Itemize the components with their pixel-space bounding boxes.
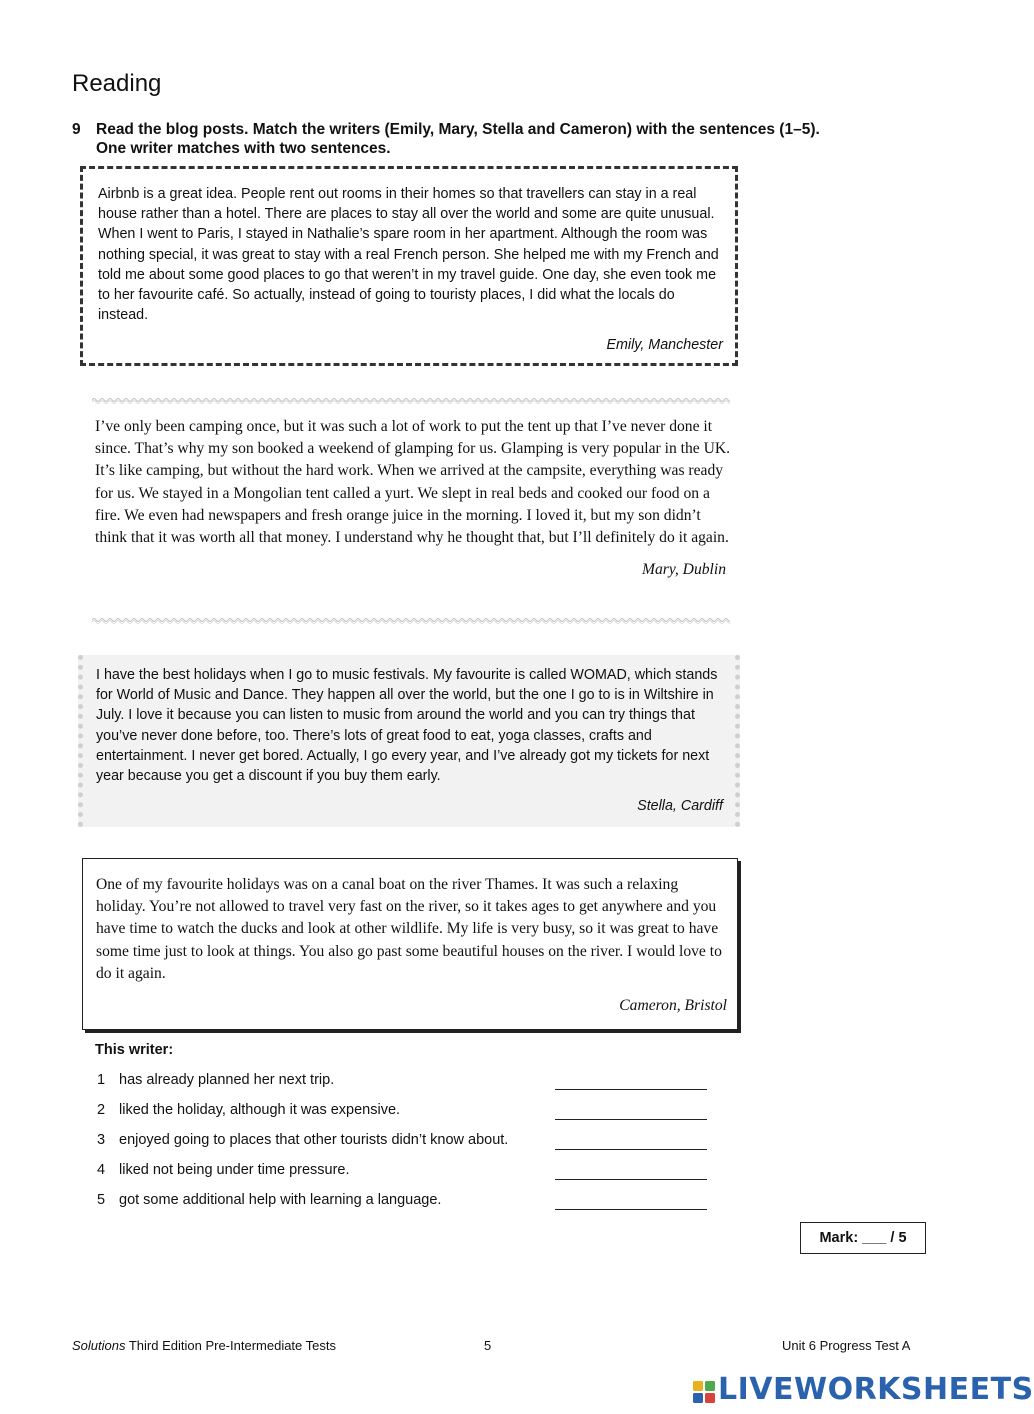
- post-signature: Emily, Manchester: [606, 337, 723, 354]
- answer-line[interactable]: [555, 1089, 707, 1090]
- task-instruction: [72, 120, 902, 158]
- question-text: enjoyed going to places that other tourists didn’t know about.: [119, 1132, 509, 1148]
- blog-post-mary: [95, 416, 735, 581]
- footer-book-title: [72, 1338, 336, 1353]
- footer-book-italic: Solutions: [72, 1338, 126, 1353]
- answer-line[interactable]: [555, 1119, 707, 1120]
- question-text: has already planned her next trip.: [119, 1072, 335, 1088]
- question-row: [95, 1192, 715, 1214]
- question-row: [95, 1162, 715, 1184]
- post-text: I have the best holidays when I go to music festivals. My favourite is called WOMAD, which stands for World of Music and Dance. They happen all over the world, but the one I go to is in Wiltshire in July. I love it because you can listen to music from around the world and you can try things that you’ve never done before, too. There’s lots of great food to eat, yoga classes, crafts and entertainment. I never get bored. Actually, I go every year, and I’ve already got my tickets for next year because you get a discount if you buy them early.: [96, 667, 718, 785]
- post-text: I’ve only been camping once, but it was such a lot of work to put the tent up that I’ve never done it since. That’s why my son booked a weekend of glamping for us. Glamping is very popular in the UK. It’s like camping, but without the hard work. When we arrived at the campsite, everything was ready for us. We stayed in a Mongolian tent called a yurt. We slept in real beds and cooked our food on a fire. We even had newspapers and fresh orange juice in the morning. I loved it, but my son didn’t think that it was worth all that money. I understand why he thought that, but I’ll definitely do it again.: [95, 418, 731, 547]
- this-writer-label: This writer:: [95, 1042, 174, 1058]
- footer-unit: Unit 6 Progress Test A: [782, 1338, 911, 1353]
- question-number: 1: [97, 1072, 106, 1088]
- question-number: 2: [97, 1102, 106, 1118]
- question-number: 5: [97, 1192, 106, 1208]
- mark-box: Mark: ___ / 5: [800, 1222, 926, 1254]
- wavy-divider: [92, 616, 730, 624]
- blog-post-cameron: [82, 858, 738, 1030]
- question-number: 3: [97, 1132, 106, 1148]
- footer-book-rest: Third Edition Pre-Intermediate Tests: [125, 1338, 336, 1353]
- instruction-line-2: One writer matches with two sentences.: [96, 140, 391, 157]
- question-number: 4: [97, 1162, 106, 1178]
- post-text: Airbnb is a great idea. People rent out rooms in their homes so that travellers can stay in a real house rather than a hotel. There are places to stay all over the world and some are quite unusual. When I went to Paris, I stayed in Nathalie’s spare room in her apartment. Although the room was nothing special, it was great to stay with a real French person. She helped me with my French and told me about some good places to go that weren’t in my travel guide. One day, she even took me to her favourite café. So actually, instead of going to touristy places, I did what the locals do instead.: [98, 186, 719, 324]
- instruction-line-1: Read the blog posts. Match the writers (Emily, Mary, Stella and Cameron) with the sentences (1–5).: [96, 121, 820, 138]
- section-title: Reading: [72, 70, 162, 97]
- footer-page-number: 5: [484, 1338, 492, 1353]
- post-signature: Stella, Cardiff: [637, 798, 723, 815]
- question-row: [95, 1132, 715, 1154]
- blog-post-emily: [80, 166, 738, 366]
- wavy-divider: [92, 396, 730, 404]
- question-text: liked the holiday, although it was expensive.: [119, 1102, 401, 1118]
- post-text: One of my favourite holidays was on a canal boat on the river Thames. It was such a relaxing holiday. You’re not allowed to travel very fast on the river, so it takes ages to get anywhere and you have time to watch the ducks and look at other wildlife. My life is very busy, so it was great to have some time just to look at things. You also go past some beautiful houses on the river. I would love to do it again.: [96, 876, 722, 982]
- blog-post-stella: [78, 655, 740, 827]
- answer-line[interactable]: [555, 1209, 707, 1210]
- question-text: liked not being under time pressure.: [119, 1162, 350, 1178]
- post-signature: Mary, Dublin: [641, 561, 726, 579]
- liveworksheets-logo-icon: [692, 1374, 716, 1410]
- question-text: got some additional help with learning a language.: [119, 1192, 442, 1208]
- liveworksheets-logo-text[interactable]: LIVEWORKSHEETS: [718, 1372, 1034, 1407]
- task-number: 9: [72, 121, 81, 138]
- post-signature: Cameron, Bristol: [619, 997, 727, 1015]
- question-row: [95, 1072, 715, 1094]
- answer-line[interactable]: [555, 1149, 707, 1150]
- answer-line[interactable]: [555, 1179, 707, 1180]
- question-row: [95, 1102, 715, 1124]
